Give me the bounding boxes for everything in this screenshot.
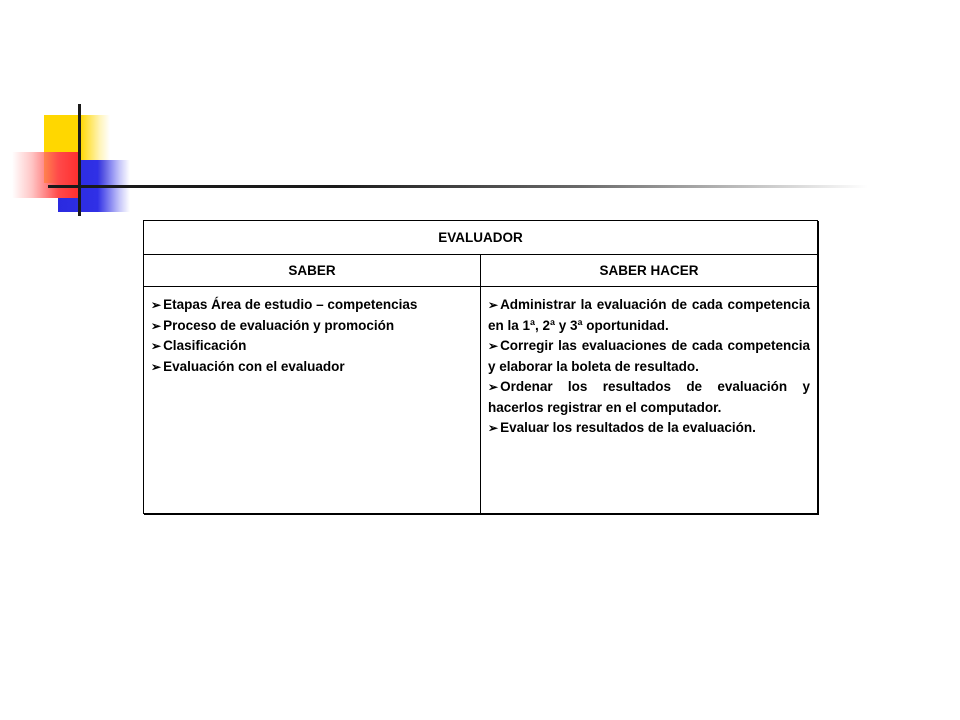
arrowhead-bullet-icon: ➢	[488, 298, 499, 312]
arrowhead-bullet-icon: ➢	[488, 421, 499, 435]
column-header-saber-hacer: SABER HACER	[481, 255, 818, 287]
decorative-horizontal-line	[48, 185, 868, 188]
table-title: EVALUADOR	[144, 221, 818, 255]
list-item: ➢ Proceso de evaluación y promoción	[151, 316, 473, 337]
list-item: ➢ Clasificación	[151, 336, 473, 357]
saber-hacer-cell	[481, 287, 818, 514]
arrowhead-bullet-icon: ➢	[151, 298, 162, 312]
arrowhead-bullet-icon: ➢	[151, 359, 162, 374]
arrowhead-bullet-icon: ➢	[151, 318, 162, 333]
list-item: ➢ Corregir las evaluaciones de cada competencia y elaborar la boleta de resultado.	[488, 338, 810, 374]
list-item: ➢ Evaluar los resultados de la evaluación.	[488, 418, 810, 439]
list-item: ➢ Administrar la evaluación de cada competencia en la 1ª, 2ª y 3ª oportunidad.	[488, 297, 810, 333]
evaluador-table	[143, 220, 818, 514]
saber-hacer-list	[488, 295, 810, 439]
decorative-red-square	[12, 152, 78, 198]
saber-cell	[144, 287, 481, 514]
arrowhead-bullet-icon: ➢	[151, 339, 162, 353]
list-item: ➢ Etapas Área de estudio – competencias	[151, 295, 473, 316]
arrowhead-bullet-icon: ➢	[488, 380, 499, 394]
list-item: ➢ Ordenar los resultados de evaluación y hacerlos registrar en el computador.	[488, 379, 810, 415]
saber-list	[151, 295, 473, 377]
column-header-saber: SABER	[144, 255, 481, 287]
decorative-vertical-line	[78, 104, 81, 216]
list-item: ➢ Evaluación con el evaluador	[151, 357, 473, 378]
arrowhead-bullet-icon: ➢	[488, 339, 499, 353]
